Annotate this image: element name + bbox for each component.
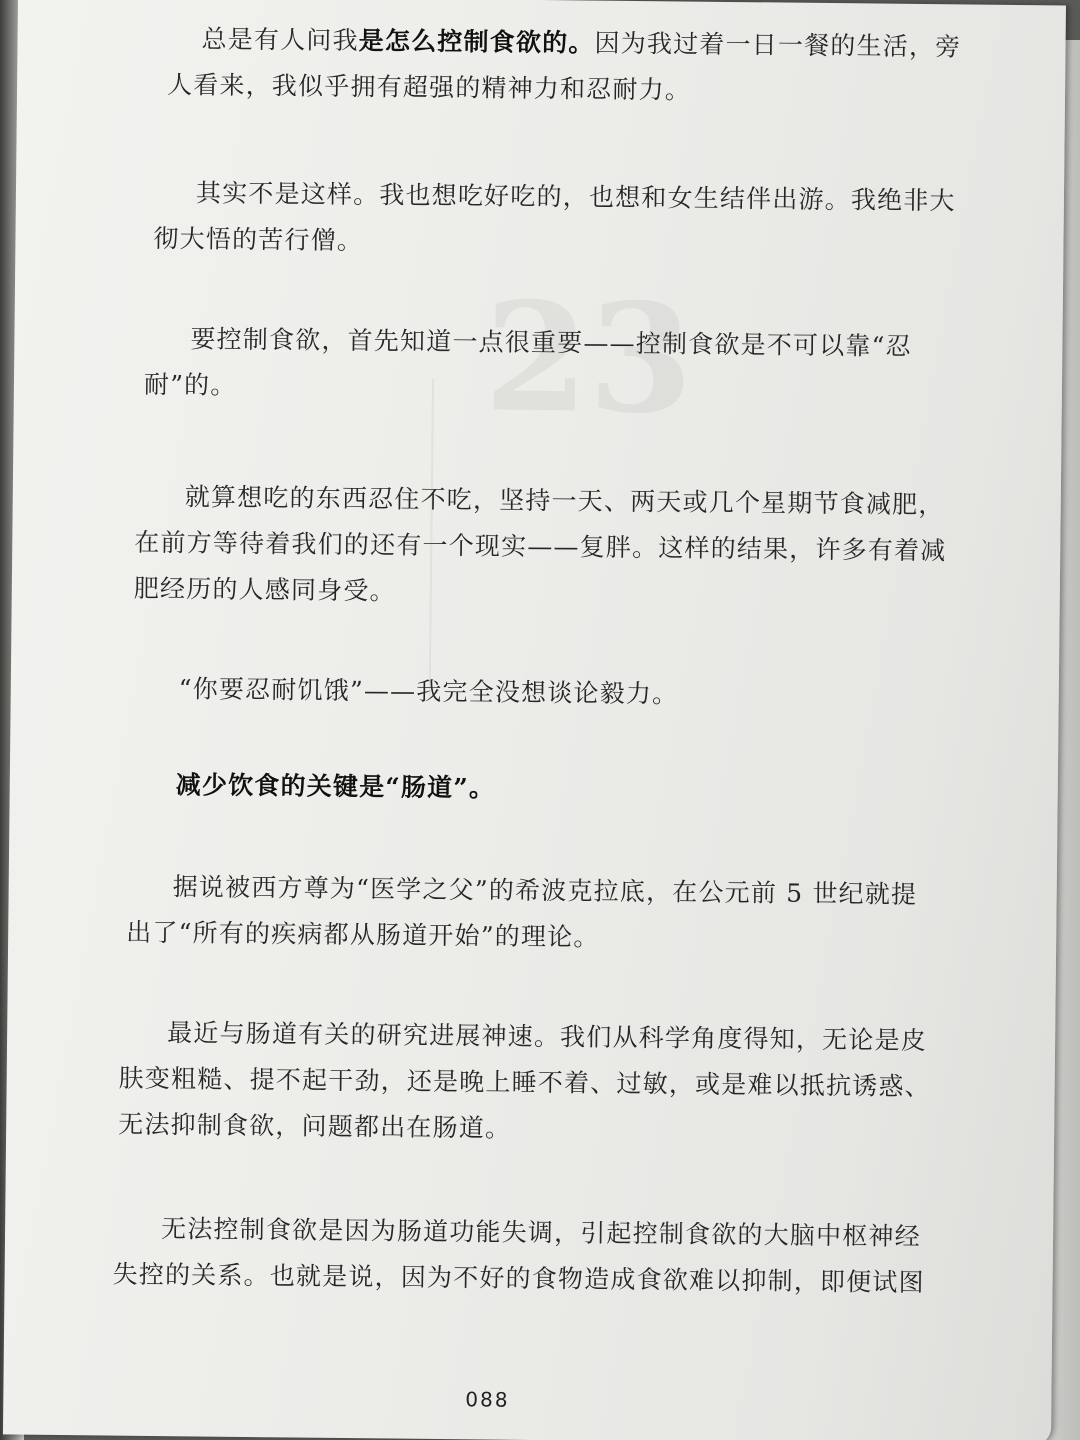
bold-text-run: 。	[468, 773, 496, 803]
page-number: 088	[465, 1387, 510, 1412]
paragraph-line	[167, 62, 961, 116]
paragraph-line	[185, 474, 948, 528]
bold-text-run: 是怎么控制食欲的。	[358, 26, 595, 58]
paragraph-8	[112, 1206, 925, 1306]
paragraph-line	[176, 762, 496, 811]
text-run: 最近与肠道有关的研究进展神速。我们从科学角度得知，无论是皮	[167, 1018, 928, 1056]
text-run: 无法控制食欲是因为肠道功能失调，引起控制食欲的大脑中枢神经	[160, 1214, 922, 1252]
text-run: 在前方等待着我们的还有一个现实——复胖。这样的结果，许多有着减	[134, 527, 947, 566]
paragraph-6	[126, 864, 918, 964]
paragraph-line	[153, 216, 955, 270]
paragraph-line	[179, 666, 679, 717]
bold-text-run: 减少饮食的关键是“肠道”	[175, 770, 470, 803]
text-run: 据说被西方尊为“医学之父”的希波克拉底，在公元前 5 世纪就提	[172, 872, 918, 909]
paragraph-4	[133, 474, 948, 620]
text-run: 肤变粗糙、提不起干劲，还是晚上睡不着、过敏，或是难以抵抗诱惑、	[118, 1063, 931, 1102]
text-run: 总是有人问我	[201, 24, 359, 56]
paragraph-3	[143, 316, 912, 416]
paragraph-line	[134, 566, 947, 621]
paragraph-line	[190, 316, 912, 370]
paragraph-line	[161, 1206, 926, 1260]
text-run: 肥经历的人感同身受。	[133, 573, 396, 606]
paragraph-5	[179, 666, 679, 717]
paragraph-7	[118, 1010, 932, 1156]
text-run: 彻大悟的苦行僧。	[153, 223, 364, 256]
paragraph-line	[196, 170, 956, 224]
key-statement	[176, 762, 496, 811]
text-run: “你要忍耐饥饿”——我完全没想谈论毅力。	[178, 674, 679, 709]
paragraph-1	[166, 16, 962, 116]
paragraph-line	[126, 910, 917, 964]
text-run: 无法抑制食欲，问题都出在肠道。	[118, 1109, 512, 1143]
paragraph-line	[118, 1102, 931, 1157]
text-run: 其实不是这样。我也想吃好吃的，也想和女生结伴出游。我绝非大	[195, 178, 956, 216]
text-run: 因为我过着一日一餐的生活，旁	[594, 28, 962, 62]
paragraph-line	[201, 16, 961, 70]
text-run: 就算想吃的东西忍住不吃，坚持一天、两天或几个星期节食减肥，	[184, 482, 945, 520]
text-run: 失控的关系。也就是说，因为不好的食物造成食欲难以抑制，即便试图	[112, 1259, 925, 1298]
text-run: 出了“所有的疾病都从肠道开始”的理论。	[126, 917, 600, 952]
text-run: 耐”的。	[143, 369, 237, 400]
paragraph-2	[153, 170, 956, 270]
text-run: 要控制食欲，首先知道一点很重要——控制食欲是不可以靠“忍	[190, 324, 912, 361]
bleed-through-mark: 23	[483, 269, 694, 448]
paragraph-line	[167, 1010, 932, 1064]
paragraph-line	[172, 864, 917, 918]
paragraph-line	[144, 362, 912, 416]
text-run: 人看来，我似乎拥有超强的精神力和忍耐力。	[166, 70, 692, 105]
book-page	[3, 0, 1066, 1440]
paragraph-line	[112, 1252, 925, 1307]
